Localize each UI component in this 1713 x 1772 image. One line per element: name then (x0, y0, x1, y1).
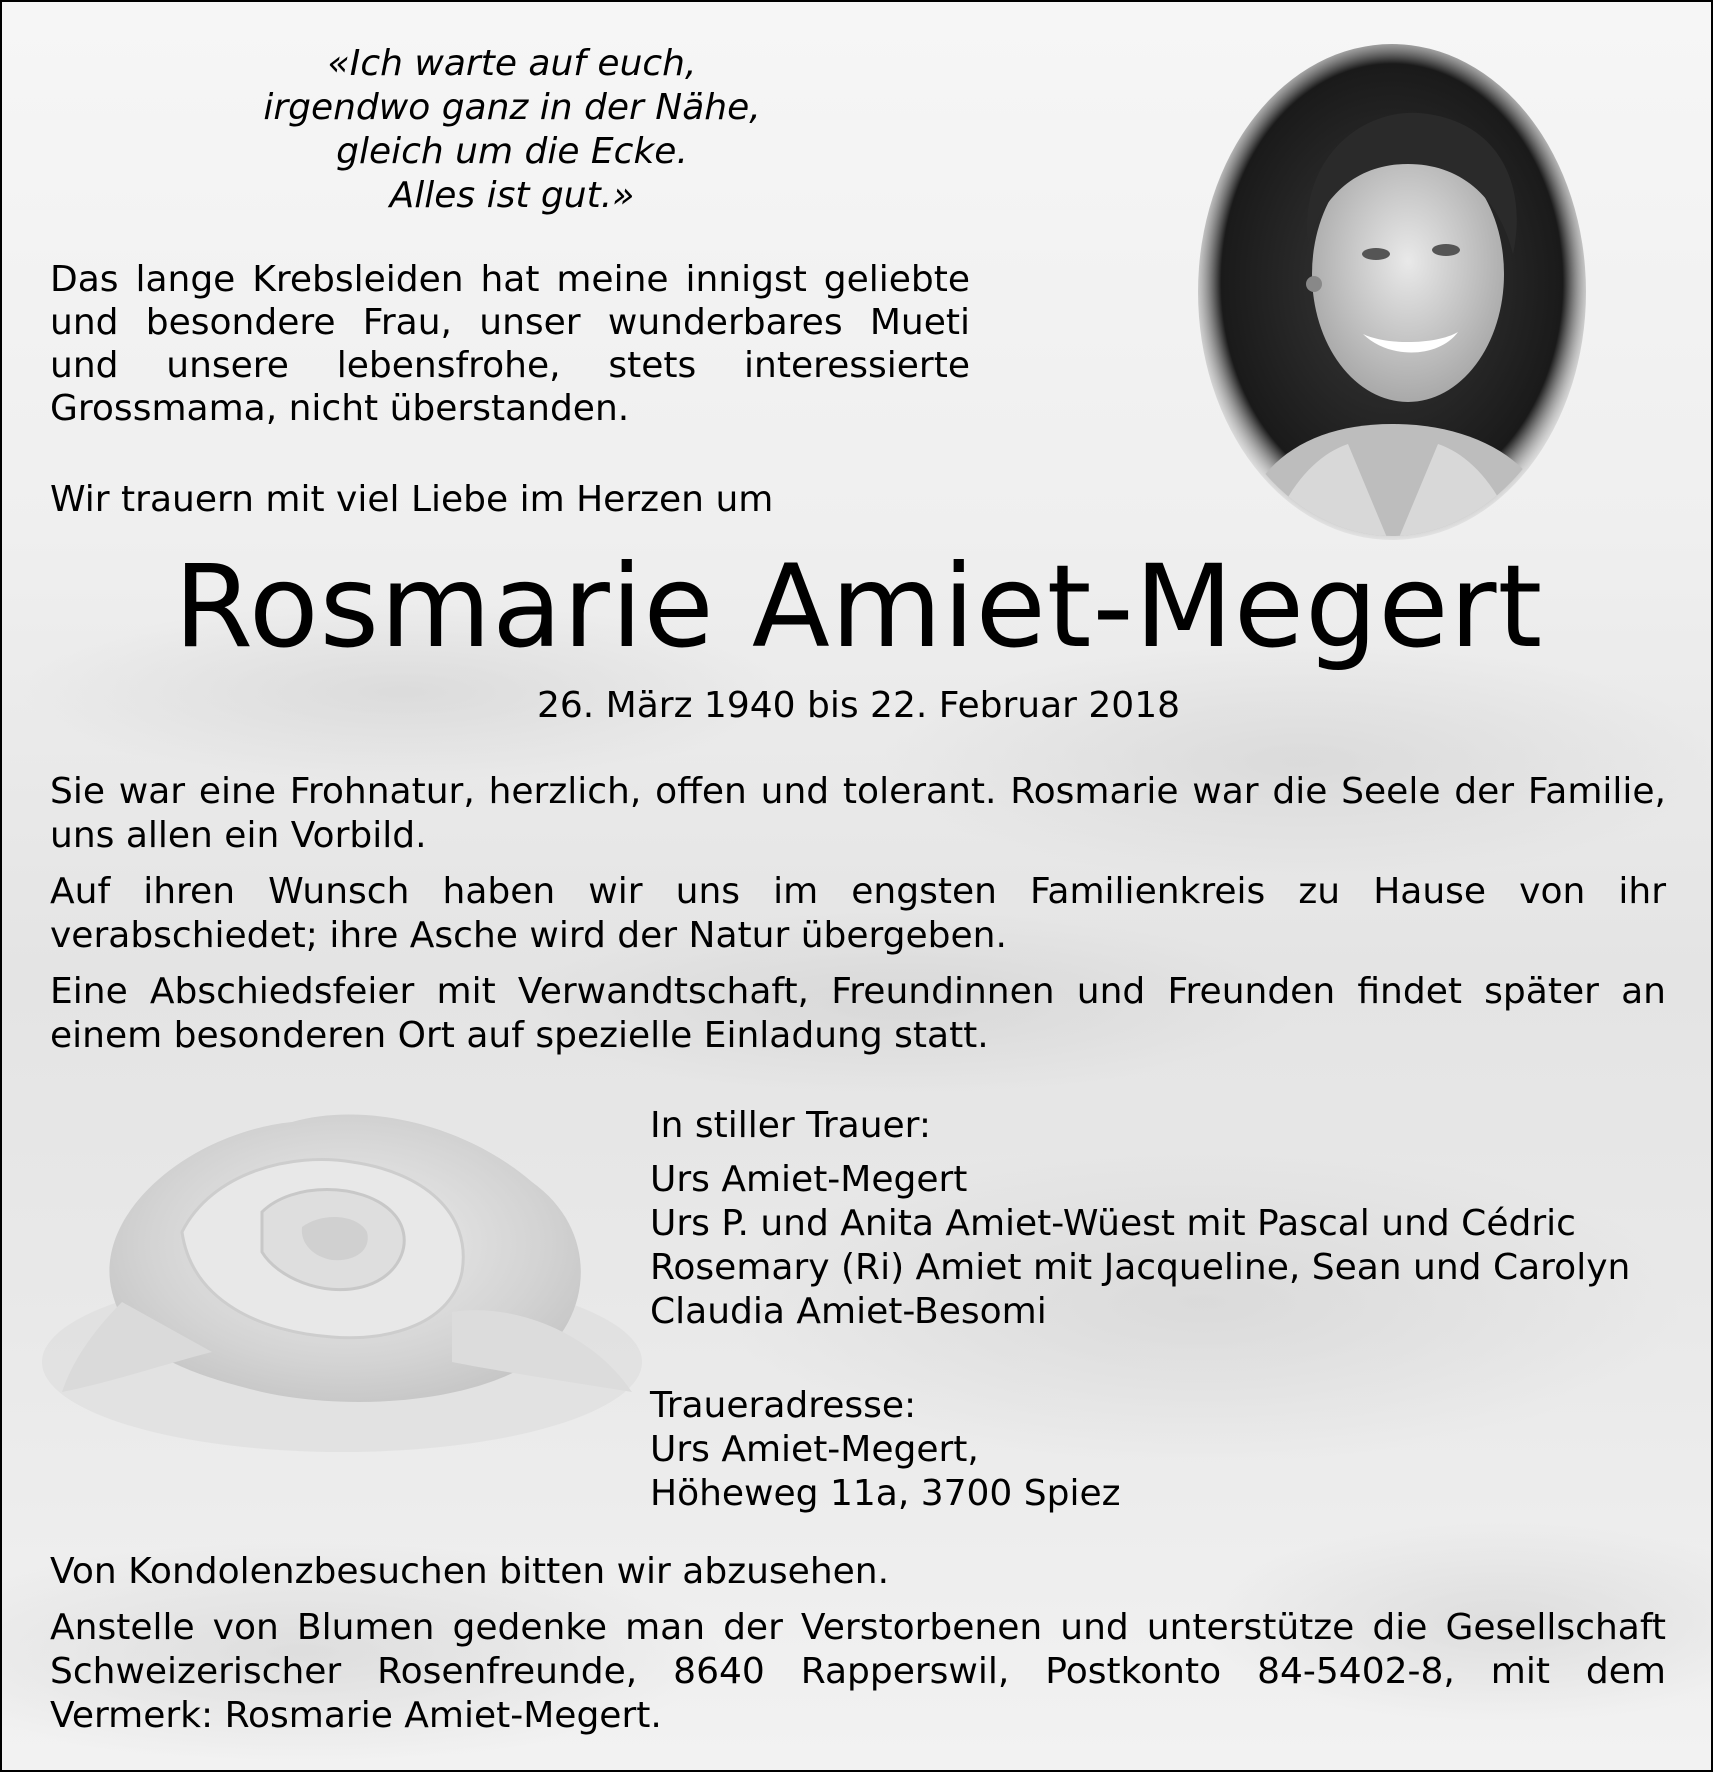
family-member: Claudia Amiet-Besomi (650, 1291, 1047, 1332)
spacer (650, 1334, 1670, 1384)
quote-line: gleich um die Ecke. (336, 131, 688, 172)
address-line: Urs Amiet-Megert, (650, 1429, 979, 1470)
family-block (650, 1104, 1670, 1516)
body-paragraph: Auf ihren Wunsch haben wir uns im engsten Familienkreis zu Hause von ihr verabschiedet; ihre Asche wird der Natur übergeben. (50, 871, 1666, 956)
deceased-name: Rosmarie Amiet-Megert (173, 540, 1544, 673)
donation-note: Anstelle von Blumen gedenke man der Verstorbenen und unterstütze die Gesellschaft Schweizerischer Rosenfreunde, 8640 Rapperswil, Postkonto 84-5402-8, mit dem Vermerk: Rosmarie Amiet-Megert. (50, 1607, 1666, 1736)
address-line: Höheweg 11a, 3700 Spiez (650, 1473, 1121, 1514)
body-paragraph: Eine Abschiedsfeier mit Verwandtschaft, Freundinnen und Freunden findet später an einem besonderen Ort auf spezielle Einladung statt. (50, 971, 1666, 1056)
condolence-note: Von Kondolenzbesuchen bitten wir abzusehen. (50, 1551, 890, 1592)
footer-block (50, 1550, 1666, 1750)
family-member: Rosemary (Ri) Amiet mit Jacqueline, Sean und Carolyn (650, 1247, 1631, 1288)
quote-block (162, 42, 862, 218)
mourning-line: Wir trauern mit viel Liebe im Herzen um (50, 479, 774, 520)
body-text (50, 770, 1666, 1070)
rose-image (32, 1062, 652, 1492)
family-member: Urs Amiet-Megert (650, 1159, 968, 1200)
quote-line: «Ich warte auf euch, (327, 43, 697, 84)
intro-paragraph: Das lange Krebsleiden hat meine innigst geliebte und besondere Frau, unser wunderbares Mueti und unsere lebensfrohe, stets interessierte Grossmama, nicht überstanden. (50, 259, 970, 429)
family-member: Urs P. und Anita Amiet-Wüest mit Pascal und Cédric (650, 1203, 1576, 1244)
life-dates: 26. März 1940 bis 22. Februar 2018 (536, 685, 1181, 726)
portrait-photo (1198, 44, 1586, 540)
quote-line: irgendwo ganz in der Nähe, (263, 87, 761, 128)
quote-line: Alles ist gut.» (389, 175, 635, 216)
family-heading: In stiller Trauer: (650, 1105, 931, 1146)
address-heading: Traueradresse: (650, 1385, 917, 1426)
body-paragraph: Sie war eine Frohnatur, herzlich, offen und tolerant. Rosmarie war die Seele der Familie, uns allen ein Vorbild. (50, 771, 1666, 856)
